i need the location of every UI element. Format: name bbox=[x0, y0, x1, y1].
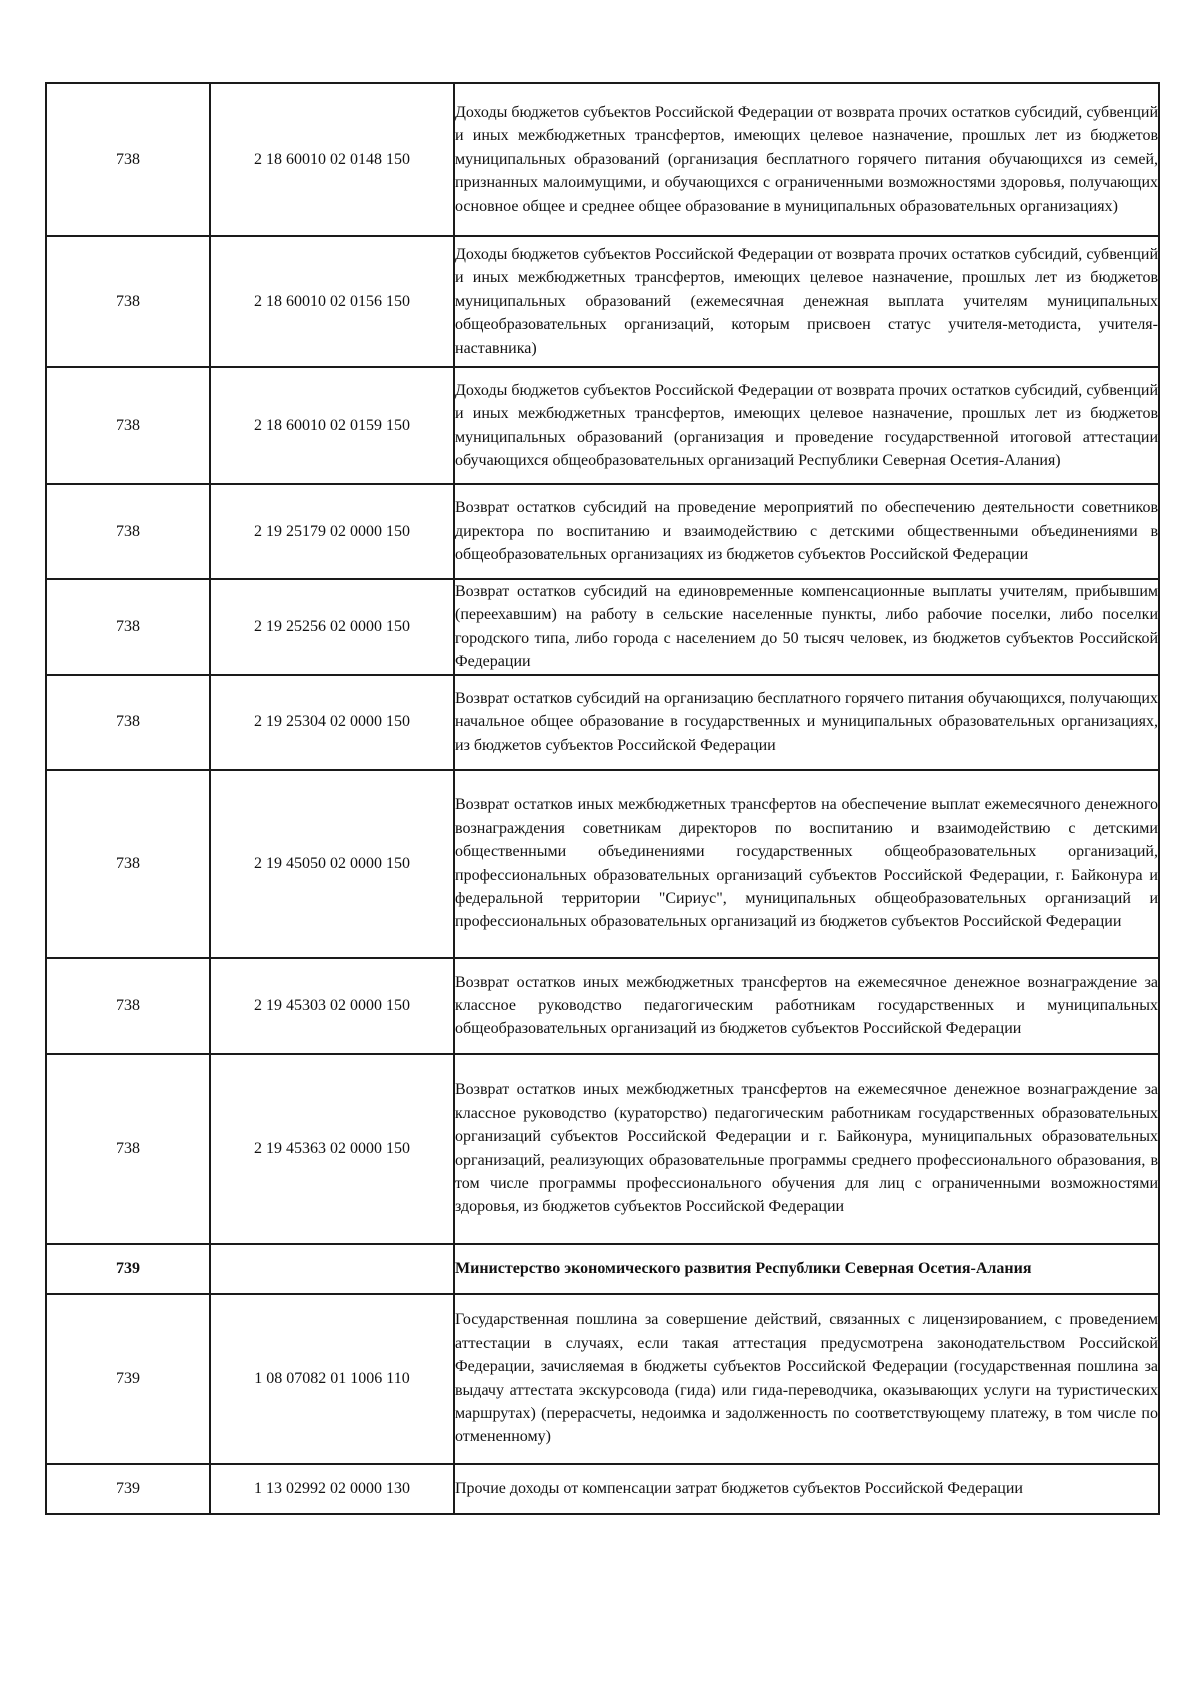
budget-classification-code-cell: 2 19 25256 02 0000 150 bbox=[210, 579, 454, 675]
table-row bbox=[46, 958, 1159, 1054]
revenue-description-cell: Возврат остатков иных межбюджетных трансфертов на обеспечение выплат ежемесячного денежного вознаграждения советникам директоров по воспитанию и взаимодействию с детскими общественными объединениями государственных общеобразовательных организаций, профессиональных образовательных организаций субъектов Российской Федерации, г. Байконура и федеральной территории "Сириус", муниципальных общеобразовательных организаций и профессиональных образовательных организаций из бюджетов субъектов Российской Федерации bbox=[454, 770, 1159, 958]
budget-classification-code-cell: 1 08 07082 01 1006 110 bbox=[210, 1294, 454, 1464]
admin-code-cell: 739 bbox=[46, 1244, 210, 1294]
table-row bbox=[46, 770, 1159, 958]
revenue-description-cell: Прочие доходы от компенсации затрат бюджетов субъектов Российской Федерации bbox=[454, 1464, 1159, 1514]
table-body bbox=[46, 83, 1159, 1514]
budget-classification-code-cell: 2 18 60010 02 0148 150 bbox=[210, 83, 454, 236]
revenue-description-cell: Возврат остатков иных межбюджетных трансфертов на ежемесячное денежное вознаграждение за классное руководство педагогическим работникам государственных и муниципальных общеобразовательных организаций из бюджетов субъектов Российской Федерации bbox=[454, 958, 1159, 1054]
budget-classification-code-cell bbox=[210, 1244, 454, 1294]
table-row bbox=[46, 675, 1159, 770]
revenue-description-cell: Возврат остатков иных межбюджетных трансфертов на ежемесячное денежное вознаграждение за классное руководство (кураторство) педагогическим работникам государственных образовательных организаций субъектов Российской Федерации и г. Байконура, муниципальных образовательных организаций, реализующих образовательные программы среднего профессионального образования, в том числе программы профессионального обучения для лиц с ограниченными возможностями здоровья, из бюджетов субъектов Российской Федерации bbox=[454, 1054, 1159, 1244]
admin-code-cell: 739 bbox=[46, 1294, 210, 1464]
admin-code-cell: 738 bbox=[46, 1054, 210, 1244]
revenue-description-cell: Доходы бюджетов субъектов Российской Федерации от возврата прочих остатков субсидий, субвенций и иных межбюджетных трансфертов, имеющих целевое назначение, прошлых лет из бюджетов муниципальных образований (ежемесячная денежная выплата учителям муниципальных общеобразовательных организаций, которым присвоен статус учителя-методиста, учителя-наставника) bbox=[454, 236, 1159, 367]
revenue-description-cell: Возврат остатков субсидий на проведение мероприятий по обеспечению деятельности советников директора по воспитанию и взаимодействию с детскими общественными объединениями в общеобразовательных организациях из бюджетов субъектов Российской Федерации bbox=[454, 484, 1159, 579]
admin-code-cell: 738 bbox=[46, 675, 210, 770]
revenue-description-cell: Государственная пошлина за совершение действий, связанных с лицензированием, с проведением аттестации в случаях, если такая аттестация предусмотрена законодательством Российской Федерации, зачисляемая в бюджеты субъектов Российской Федерации (государственная пошлина за выдачу аттестата экскурсовода (гида) или гида-переводчика, оказывающих услуги на туристических маршрутах) (перерасчеты, недоимка и задолженность по соответствующему платежу, в том числе по отмененному) bbox=[454, 1294, 1159, 1464]
budget-classification-code-cell: 2 19 25304 02 0000 150 bbox=[210, 675, 454, 770]
administrator-name-cell: Министерство экономического развития Республики Северная Осетия-Алания bbox=[454, 1244, 1159, 1294]
table-row bbox=[46, 1464, 1159, 1514]
admin-code-cell: 738 bbox=[46, 579, 210, 675]
budget-classification-code-cell: 1 13 02992 02 0000 130 bbox=[210, 1464, 454, 1514]
budget-classification-code-cell: 2 19 45363 02 0000 150 bbox=[210, 1054, 454, 1244]
table-row bbox=[46, 484, 1159, 579]
budget-revenue-table bbox=[45, 82, 1160, 1515]
table-row bbox=[46, 579, 1159, 675]
budget-classification-code-cell: 2 19 45050 02 0000 150 bbox=[210, 770, 454, 958]
admin-code-cell: 739 bbox=[46, 1464, 210, 1514]
revenue-description-cell: Возврат остатков субсидий на организацию бесплатного горячего питания обучающихся, получающих начальное общее образование в государственных и муниципальных образовательных организациях, из бюджетов субъектов Российской Федерации bbox=[454, 675, 1159, 770]
table-row bbox=[46, 83, 1159, 236]
table-row bbox=[46, 236, 1159, 367]
admin-code-cell: 738 bbox=[46, 770, 210, 958]
revenue-description-cell: Возврат остатков субсидий на единовременные компенсационные выплаты учителям, прибывшим (переехавшим) на работу в сельские населенные пункты, либо рабочие поселки, либо поселки городского типа, либо города с населением до 50 тысяч человек, из бюджетов субъектов Российской Федерации bbox=[454, 579, 1159, 675]
table-row bbox=[46, 1054, 1159, 1244]
admin-code-cell: 738 bbox=[46, 367, 210, 484]
budget-classification-code-cell: 2 19 25179 02 0000 150 bbox=[210, 484, 454, 579]
admin-code-cell: 738 bbox=[46, 484, 210, 579]
revenue-description-cell: Доходы бюджетов субъектов Российской Федерации от возврата прочих остатков субсидий, субвенций и иных межбюджетных трансфертов, имеющих целевое назначение, прошлых лет из бюджетов муниципальных образований (организация и проведение государственной итоговой аттестации обучающихся общеобразовательных организаций Республики Северная Осетия-Алания) bbox=[454, 367, 1159, 484]
admin-code-cell: 738 bbox=[46, 83, 210, 236]
budget-classification-code-cell: 2 19 45303 02 0000 150 bbox=[210, 958, 454, 1054]
admin-code-cell: 738 bbox=[46, 236, 210, 367]
section-header-row bbox=[46, 1244, 1159, 1294]
budget-classification-code-cell: 2 18 60010 02 0156 150 bbox=[210, 236, 454, 367]
table-row bbox=[46, 367, 1159, 484]
table-row bbox=[46, 1294, 1159, 1464]
budget-classification-code-cell: 2 18 60010 02 0159 150 bbox=[210, 367, 454, 484]
admin-code-cell: 738 bbox=[46, 958, 210, 1054]
revenue-description-cell: Доходы бюджетов субъектов Российской Федерации от возврата прочих остатков субсидий, субвенций и иных межбюджетных трансфертов, имеющих целевое назначение, прошлых лет из бюджетов муниципальных образований (организация бесплатного горячего питания обучающихся из семей, признанных малоимущими, и обучающихся с ограниченными возможностями здоровья, получающих основное общее и среднее общее образование в муниципальных образовательных организациях) bbox=[454, 83, 1159, 236]
